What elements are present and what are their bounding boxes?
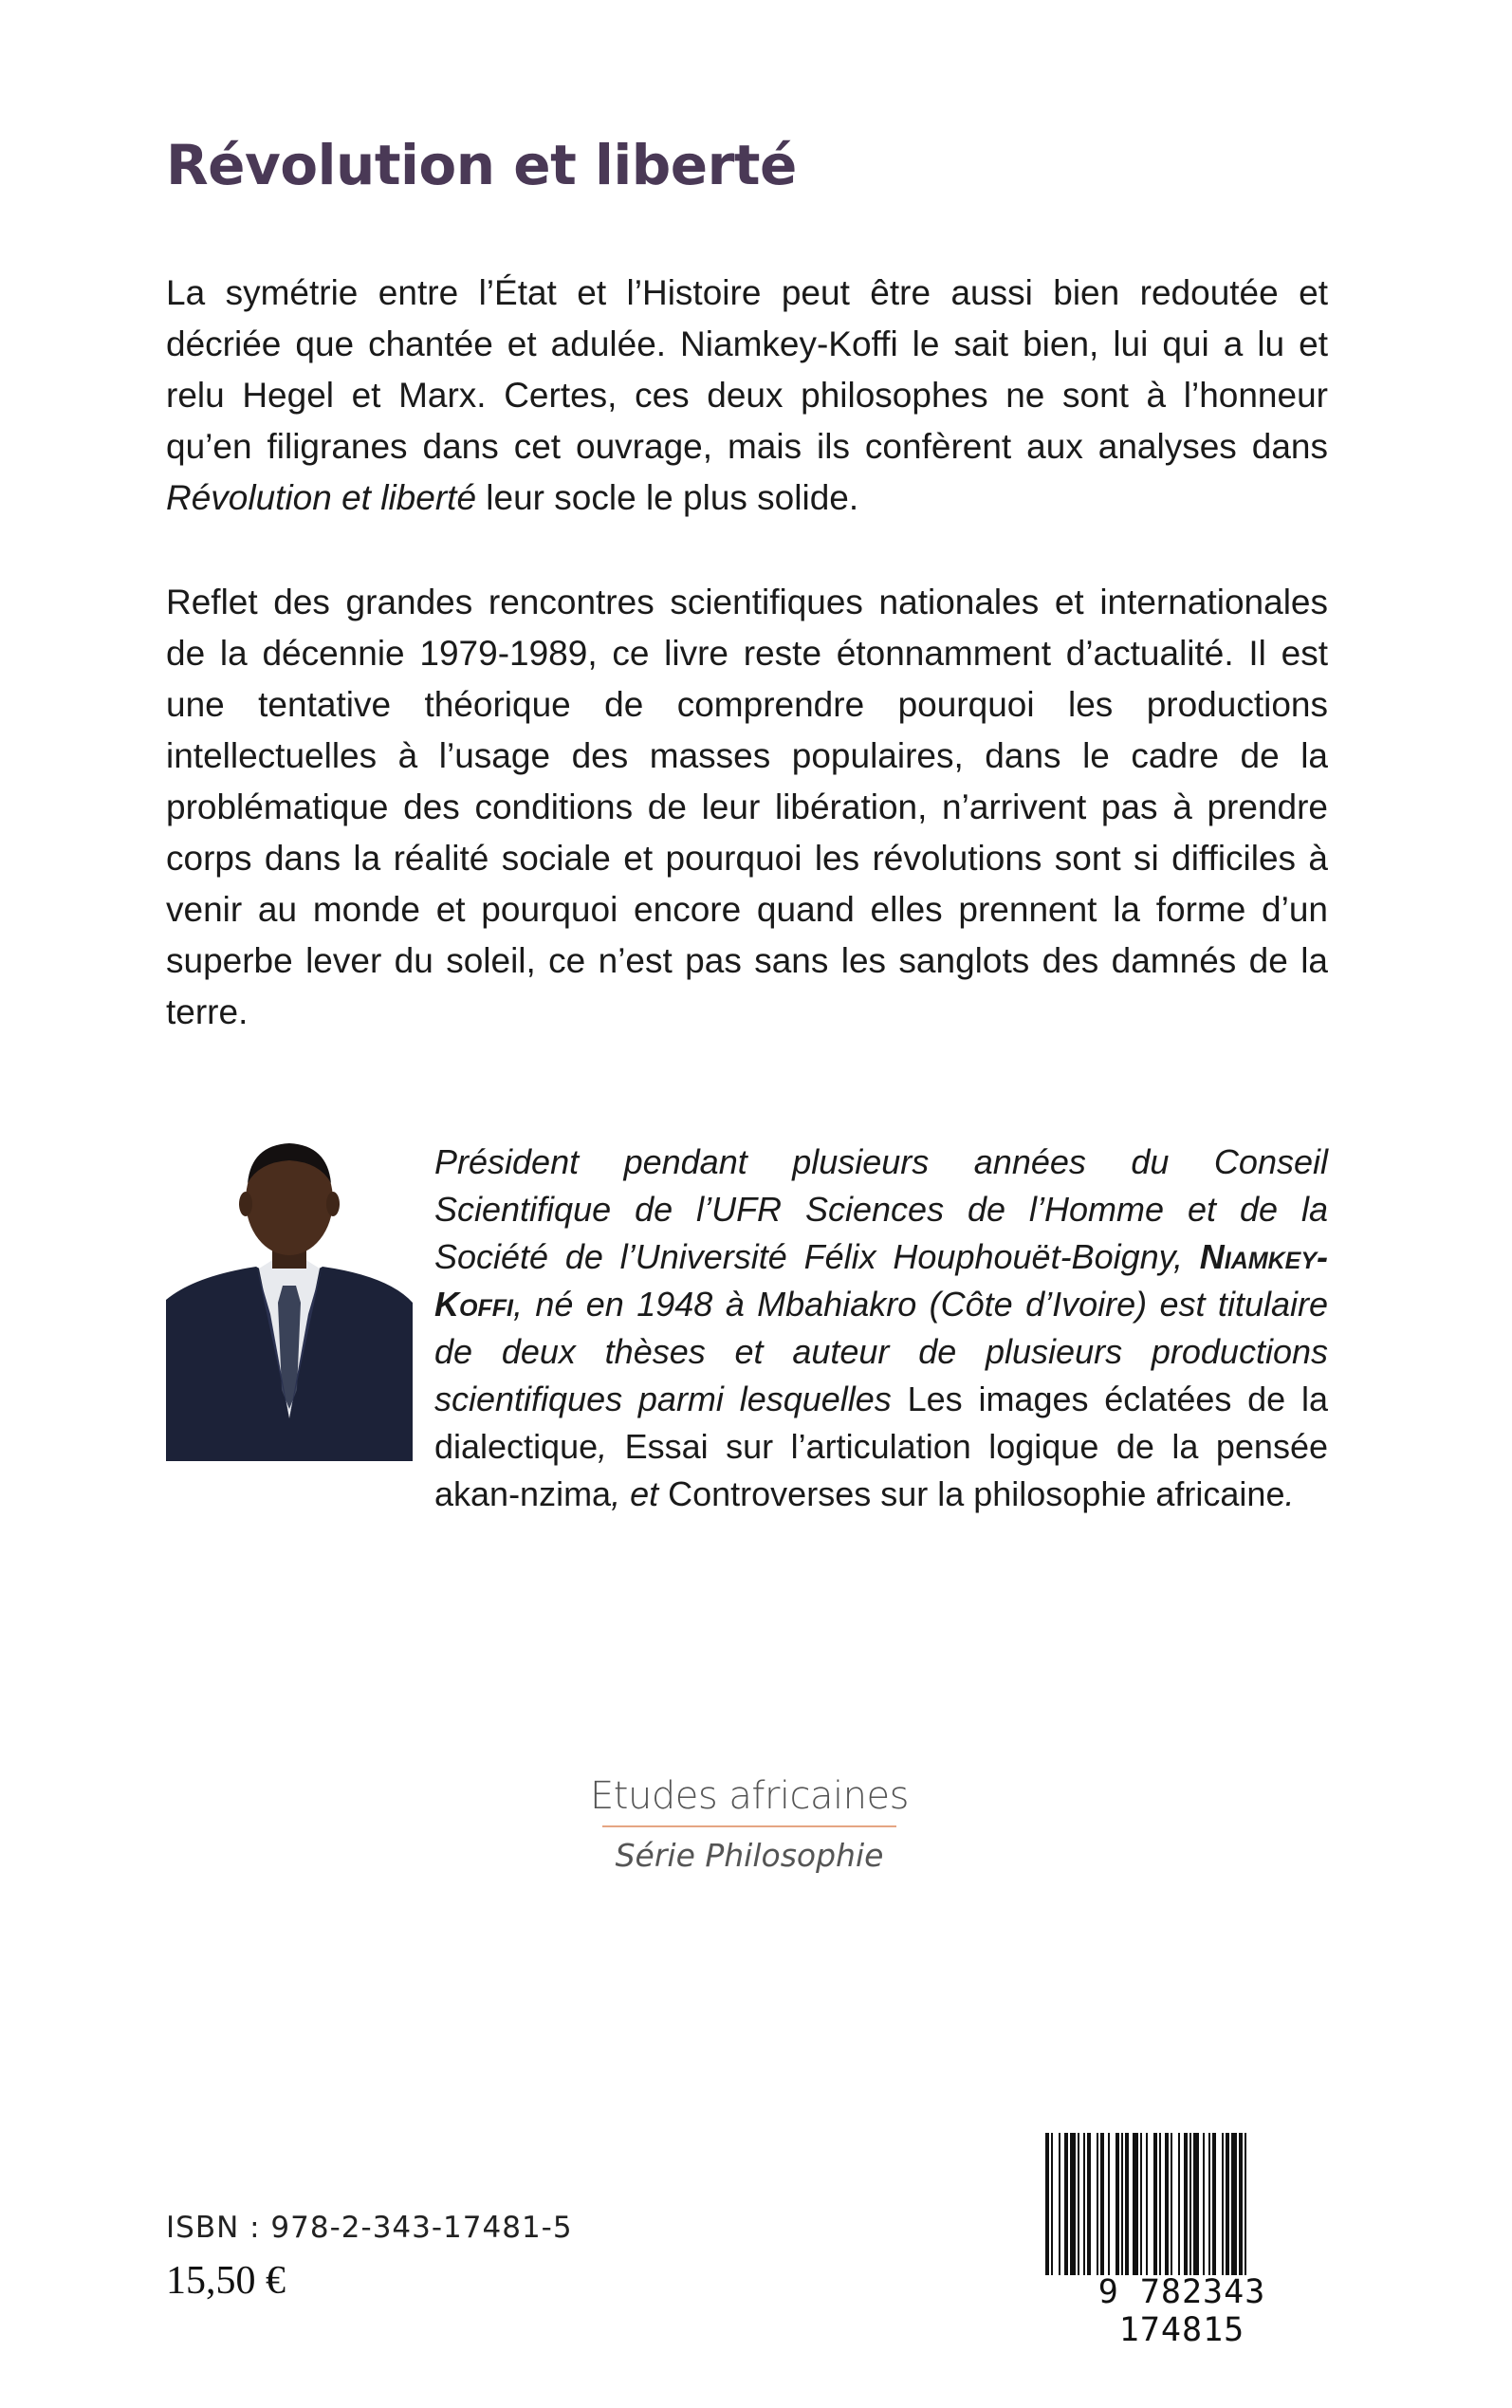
barcode-bar bbox=[1231, 2133, 1237, 2275]
barcode-bar bbox=[1171, 2133, 1172, 2275]
barcode-bar bbox=[1222, 2133, 1224, 2275]
summary-italic-title: Révolution et liberté bbox=[166, 478, 477, 517]
barcode-bar bbox=[1100, 2133, 1104, 2275]
bio-separator-1: , bbox=[598, 1427, 625, 1466]
summary-paragraph-1 bbox=[166, 268, 1328, 524]
author-portrait-icon bbox=[166, 1134, 413, 1461]
barcode-bar bbox=[1226, 2133, 1229, 2275]
barcode-bar bbox=[1051, 2133, 1053, 2275]
barcode-bar bbox=[1245, 2133, 1246, 2275]
barcode-bar bbox=[1108, 2133, 1110, 2275]
bio-end: . bbox=[1284, 1474, 1295, 1513]
barcode-bar bbox=[1189, 2133, 1191, 2275]
series-subtitle: Série Philosophie bbox=[615, 1837, 884, 1874]
barcode-bar bbox=[1087, 2133, 1091, 2275]
barcode-bar bbox=[1083, 2133, 1085, 2275]
barcode-bar bbox=[1121, 2133, 1123, 2275]
bio-text-part-1: Président pendant plusieurs années du Conseil Scientifique de l’UFR Sciences de l’Homme et de la Société de l’Université Félix Houphouët-Boigny, bbox=[434, 1142, 1328, 1276]
barcode-bar bbox=[1059, 2133, 1060, 2275]
barcode-bar bbox=[1212, 2133, 1216, 2275]
author-photo bbox=[166, 1134, 413, 1461]
barcode-bar bbox=[1078, 2133, 1079, 2275]
barcode-bar bbox=[1208, 2133, 1210, 2275]
author-name: Niamkey-Koffi bbox=[434, 1237, 1328, 1324]
barcode-bars-icon bbox=[1036, 2133, 1328, 2275]
author-biography bbox=[434, 1139, 1328, 1518]
barcode-digits: 9 782343 174815 bbox=[1097, 2273, 1266, 2349]
barcode-bar bbox=[1125, 2133, 1129, 2275]
barcode-bar bbox=[1097, 2133, 1098, 2275]
barcode-bar bbox=[1133, 2133, 1138, 2275]
book-title: Révolution et liberté bbox=[166, 133, 797, 197]
bio-separator-2: , et bbox=[611, 1474, 669, 1513]
barcode-bar bbox=[1064, 2133, 1068, 2275]
barcode-bar bbox=[1193, 2133, 1199, 2275]
series-block bbox=[579, 1774, 920, 1874]
barcode-bar bbox=[1203, 2133, 1205, 2275]
isbn: ISBN : 978-2-343-17481-5 bbox=[166, 2211, 573, 2245]
bio-book-1: Les images éclatées de la dialectique bbox=[434, 1380, 1329, 1466]
summary-text-part-2: leur socle le plus solide. bbox=[476, 478, 859, 517]
series-divider bbox=[602, 1825, 896, 1827]
bio-text-part-2: , né en 1948 à Mbahiakro (Côte d’Ivoire) est titulaire de deux thèses et auteur de plusieurs productions scientifiques parmi lesquelles bbox=[434, 1285, 1328, 1418]
barcode-bar bbox=[1178, 2133, 1180, 2275]
barcode-bar bbox=[1239, 2133, 1243, 2275]
series-name: Etudes africaines bbox=[590, 1774, 909, 1818]
barcode-bar bbox=[1153, 2133, 1157, 2275]
price: 15,50 € bbox=[166, 2259, 286, 2303]
barcode-bar bbox=[1159, 2133, 1161, 2275]
barcode bbox=[1036, 2133, 1328, 2349]
summary-paragraph-2: Reflet des grandes rencontres scientifiques nationales et internationales de la décennie 1979-1989, ce livre reste étonnamment d’actualité. Il est une tentative théorique de comprendre pourquoi les productions intellectuelles à l’usage des masses populaires, dans le cadre de la problématique des conditions de leur libération, n’arrivent pas à prendre corps dans la réalité sociale et pourquoi les révolutions sont si difficiles à venir au monde et pourquoi encore quand elles prennent la forme d’un superbe lever du soleil, ce n’est pas sans les sanglots des damnés de la terre. bbox=[166, 583, 1328, 1031]
barcode-bar bbox=[1165, 2133, 1169, 2275]
barcode-bar bbox=[1146, 2133, 1148, 2275]
barcode-bar bbox=[1116, 2133, 1119, 2275]
barcode-bar bbox=[1140, 2133, 1142, 2275]
bio-book-3: Controverses sur la philosophie africaine bbox=[668, 1474, 1285, 1513]
bio-book-2: Essai sur l’articulation logique de la pensée akan-nzima bbox=[434, 1427, 1328, 1513]
barcode-bar bbox=[1070, 2133, 1076, 2275]
barcode-bar bbox=[1184, 2133, 1188, 2275]
barcode-bar bbox=[1045, 2133, 1049, 2275]
summary-text-part-1: La symétrie entre l’État et l’Histoire peut être aussi bien redoutée et décriée que chantée et adulée. Niamkey-Koffi le sait bien, lui qui a lu et relu Hegel et Marx. Certes, ces deux philosophes ne sont à l’honneur qu’en filigranes dans cet ouvrage, mais ils confèrent aux analyses dans bbox=[166, 273, 1328, 466]
